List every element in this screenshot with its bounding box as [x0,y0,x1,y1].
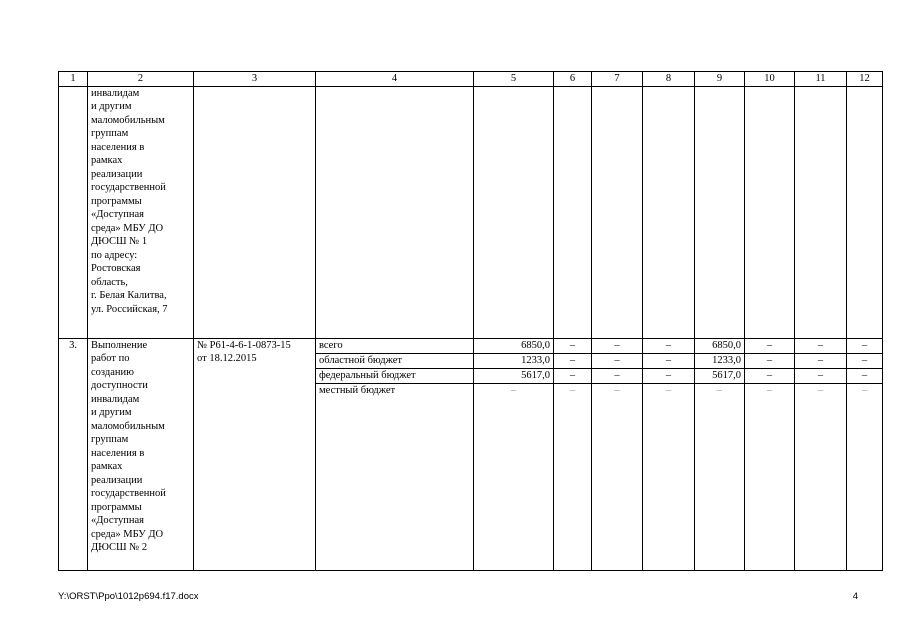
description-line: населения в [91,141,145,153]
description-line: Выполнение [91,339,148,351]
description-line: ДЮСШ № 2 [91,542,148,553]
document-cell [194,86,316,338]
value-cell: – [745,353,795,368]
value-cell: – [643,368,695,383]
description-line: «Доступная [91,515,145,526]
description-line: программы [91,501,142,513]
page-number: 4 [852,591,858,602]
document-date: от 18.12.2015 [197,353,257,364]
value-cell: – [847,383,883,570]
description-line: маломобильным [91,114,165,126]
value-cell: – [643,353,695,368]
column-header: 3 [194,72,316,87]
description-cell [88,86,194,338]
description-line: рамках [91,461,123,472]
value-cell: 6850,0 [474,338,554,353]
row-number-cell: 3. [59,338,88,570]
value-cell: – [592,353,643,368]
table-header-row [59,72,883,87]
description-line: реализации [91,168,143,180]
description-line: среда» МБУ ДО [91,528,164,540]
source-name: федеральный бюджет [316,368,474,383]
financing-table [58,71,883,571]
value-cell: – [695,383,745,570]
document-number: № Р61-4-6-1-0873-15 [197,339,291,351]
document-cell [194,338,316,570]
description-cell [88,338,194,570]
value-cell: – [745,368,795,383]
description-line: «Доступная [91,209,145,220]
description-line: по адресу: [91,249,138,261]
table-row [59,86,883,338]
column-header: 1 [59,72,88,87]
value-cell: – [643,383,695,570]
value-cell: – [554,338,592,353]
value-cell: 5617,0 [474,368,554,383]
value-cell: – [795,368,847,383]
value-cell [474,86,554,338]
description-line: реализации [91,474,143,486]
column-header: 7 [592,72,643,87]
value-cell: – [745,338,795,353]
value-cell: 6850,0 [695,338,745,353]
value-cell [745,86,795,338]
column-header: 12 [847,72,883,87]
value-cell: – [554,383,592,570]
description-line: инвалидам [91,393,140,405]
value-cell: – [795,353,847,368]
value-cell: – [592,383,643,570]
column-header: 2 [88,72,194,87]
source-name: местный бюджет [316,383,474,570]
value-cell: – [847,353,883,368]
source-cell [316,86,474,338]
description-line: среда» МБУ ДО [91,222,164,234]
value-cell: 1233,0 [474,353,554,368]
description-line: программы [91,195,142,207]
value-cell: 1233,0 [695,353,745,368]
column-header: 11 [795,72,847,87]
footer-file-path: Y:\ORST\Ppo\1012p694.f17.docx [58,591,199,602]
value-cell: – [795,383,847,570]
value-cell [554,86,592,338]
value-cell: 5617,0 [695,368,745,383]
description-line: населения в [91,447,145,459]
value-cell [795,86,847,338]
column-header: 10 [745,72,795,87]
value-cell: – [643,338,695,353]
source-name: всего [316,338,474,353]
value-cell: – [474,383,554,570]
value-cell: – [847,368,883,383]
source-name: областной бюджет [316,353,474,368]
description-line: ул. Российская, 7 [91,303,168,315]
description-line: доступности [91,380,148,391]
description-line: Ростовская [91,263,141,274]
value-cell: – [847,338,883,353]
description-line: государственной [91,182,166,193]
description-line: государственной [91,488,166,499]
value-cell: – [554,368,592,383]
description-line: работ по [91,353,130,364]
value-cell [695,86,745,338]
value-cell: – [592,338,643,353]
value-cell: – [795,338,847,353]
value-cell [592,86,643,338]
column-header: 8 [643,72,695,87]
description-line: область, [91,276,128,288]
value-cell [643,86,695,338]
description-line: маломобильным [91,420,165,432]
description-line: и другим [91,101,132,112]
column-header: 9 [695,72,745,87]
value-cell: – [592,368,643,383]
value-cell: – [554,353,592,368]
row-number-cell [59,86,88,338]
description-line: и другим [91,407,132,418]
column-header: 4 [316,72,474,87]
description-line: г. Белая Калитва, [91,290,167,301]
description-line: инвалидам [91,87,140,99]
description-line: рамках [91,155,123,166]
table-row [59,338,883,353]
column-header: 6 [554,72,592,87]
description-line: группам [91,434,129,445]
column-header: 5 [474,72,554,87]
value-cell [847,86,883,338]
description-line: ДЮСШ № 1 [91,236,148,247]
description-line: группам [91,128,129,139]
value-cell: – [745,383,795,570]
description-line: созданию [91,366,134,378]
